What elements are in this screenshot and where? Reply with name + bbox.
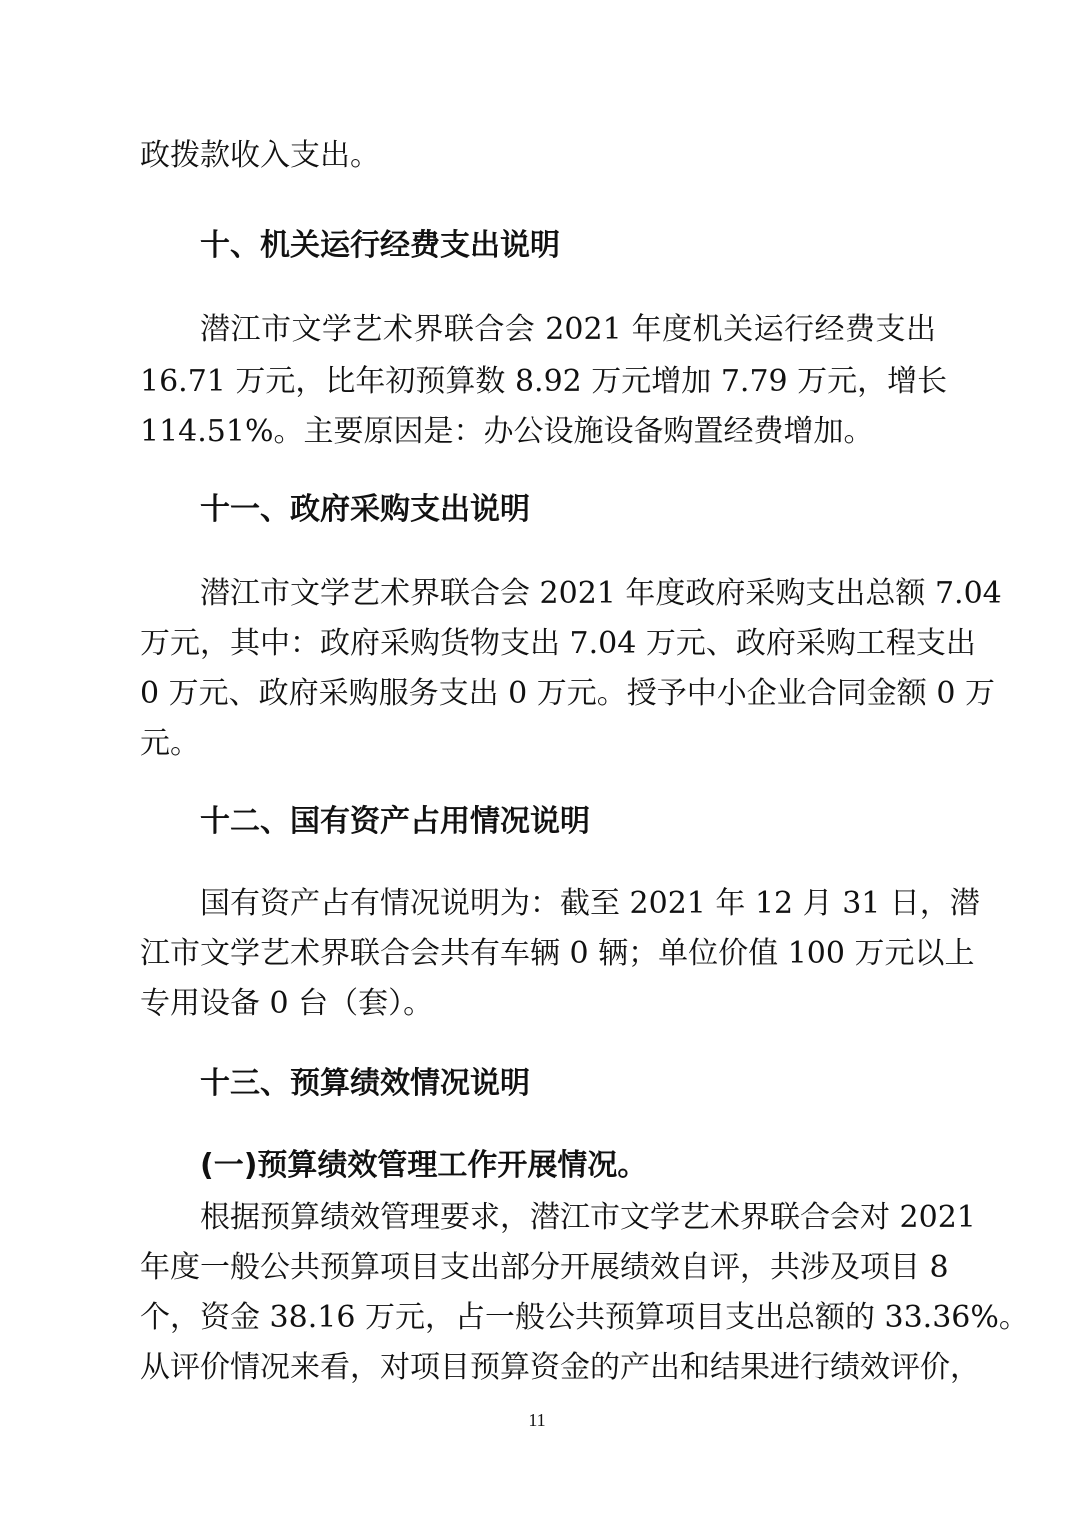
paragraph-line: 年度一般公共预算项目支出部分开展绩效自评，共涉及项目 8 <box>140 1250 949 1285</box>
paragraph-line: 万元，其中：政府采购货物支出 7.04 万元、政府采购工程支出 <box>140 626 976 661</box>
paragraph-line: 114.51%。主要原因是：办公设施设备购置经费增加。 <box>140 414 874 449</box>
subsection-heading: (一)预算绩效管理工作开展情况。 <box>200 1148 648 1183</box>
paragraph-line: 潜江市文学艺术界联合会 2021 年度机关运行经费支出 <box>200 312 936 347</box>
paragraph-line: 元。 <box>140 726 200 761</box>
section-heading: 十一、政府采购支出说明 <box>200 492 530 527</box>
page-number: 11 <box>528 1410 546 1430</box>
paragraph-line: 潜江市文学艺术界联合会 2021 年度政府采购支出总额 7.04 <box>200 576 1002 611</box>
paragraph-line: 16.71 万元，比年初预算数 8.92 万元增加 7.79 万元，增长 <box>140 364 948 399</box>
paragraph-line: 政拨款收入支出。 <box>140 138 380 173</box>
paragraph-line: 0 万元、政府采购服务支出 0 万元。授予中小企业合同金额 0 万 <box>140 676 995 711</box>
paragraph-line: 个，资金 38.16 万元，占一般公共预算项目支出总额的 33.36%。 <box>140 1300 1029 1335</box>
section-heading: 十、机关运行经费支出说明 <box>200 228 560 263</box>
section-heading: 十三、预算绩效情况说明 <box>200 1066 530 1101</box>
paragraph-line: 专用设备 0 台（套）。 <box>140 986 434 1021</box>
paragraph-line: 根据预算绩效管理要求，潜江市文学艺术界联合会对 2021 <box>200 1200 976 1235</box>
paragraph-line: 江市文学艺术界联合会共有车辆 0 辆；单位价值 100 万元以上 <box>140 936 975 971</box>
section-heading: 十二、国有资产占用情况说明 <box>200 804 590 839</box>
paragraph-line: 国有资产占有情况说明为：截至 2021 年 12 月 31 日，潜 <box>200 886 980 921</box>
paragraph-line: 从评价情况来看，对项目预算资金的产出和结果进行绩效评价， <box>140 1350 980 1385</box>
